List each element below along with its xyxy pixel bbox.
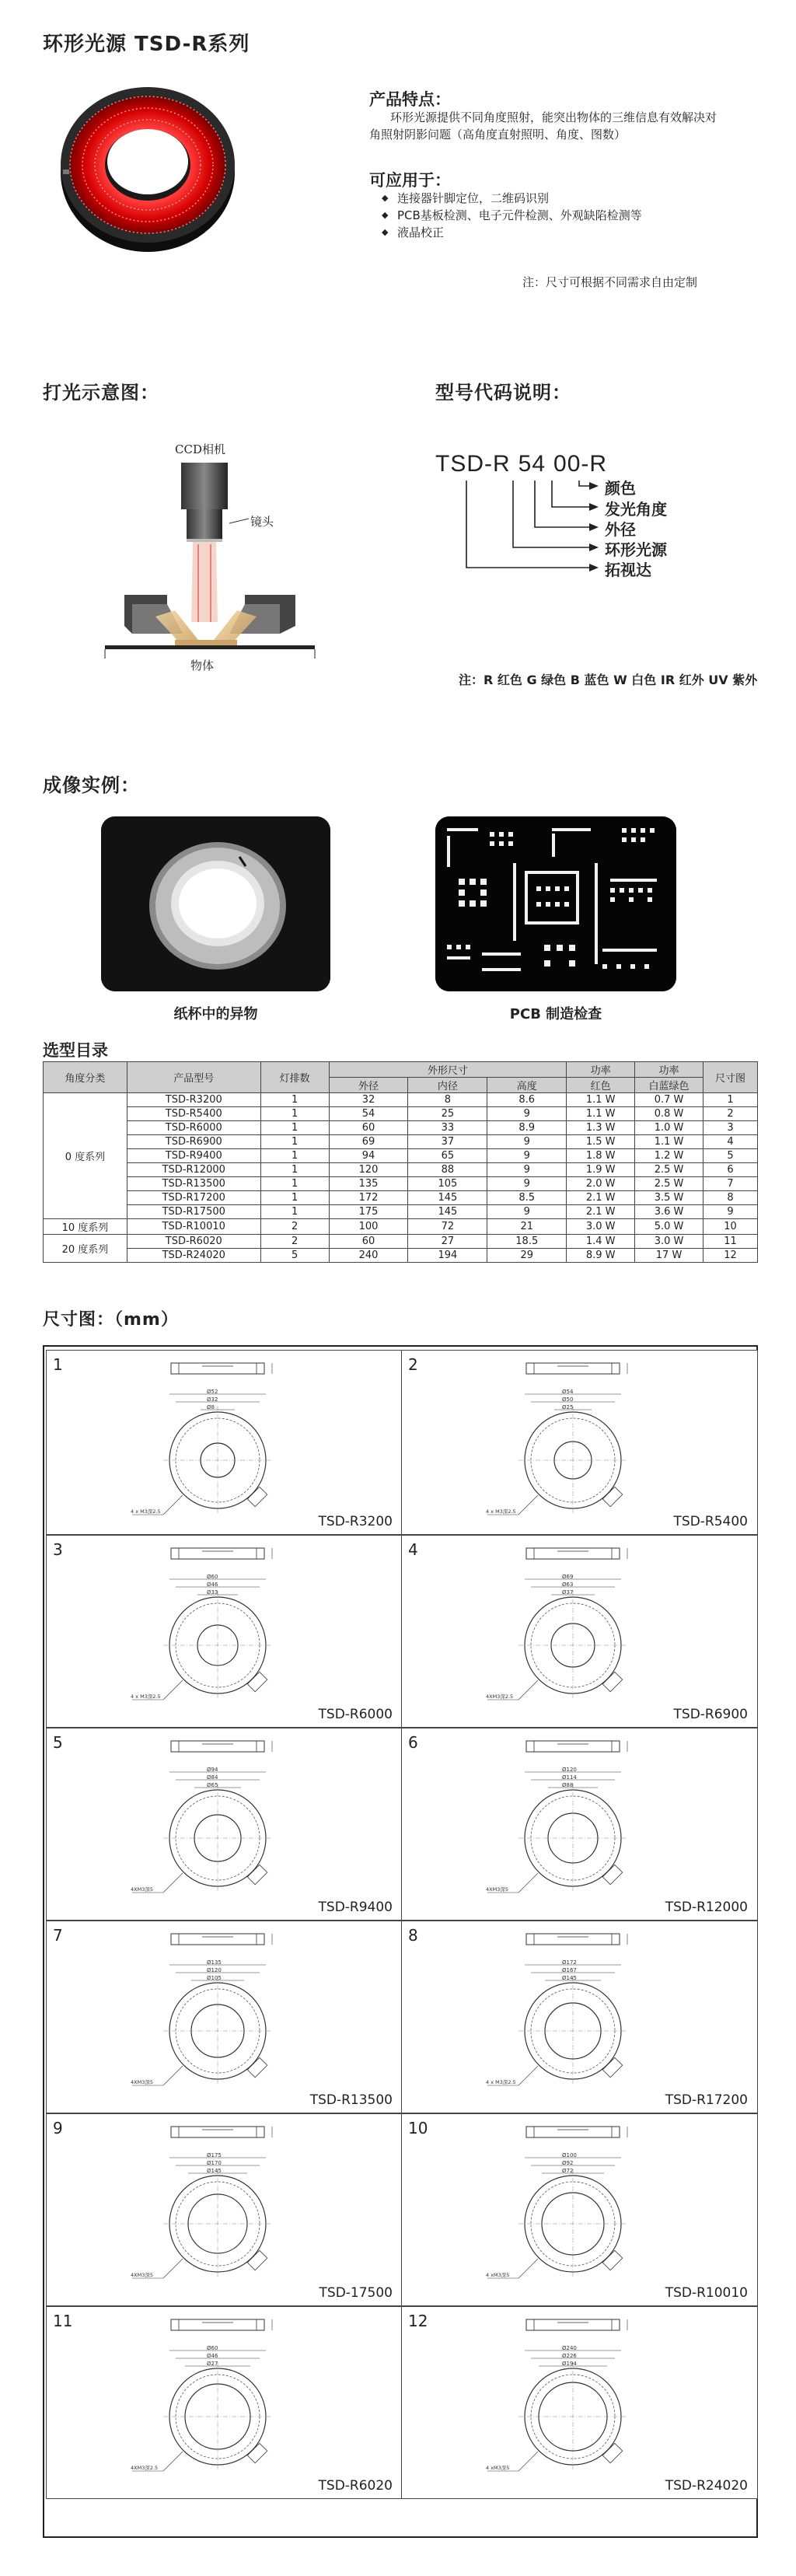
svg-text:Ø33: Ø33 — [207, 1589, 218, 1596]
svg-text:Ø114: Ø114 — [562, 1774, 577, 1781]
drawing-number: 10 — [408, 2119, 428, 2137]
table-cell: 65 — [408, 1149, 487, 1163]
ring-technical-drawing — [464, 2312, 697, 2475]
table-cell: 2.0 W — [567, 1177, 635, 1191]
table-row — [44, 1205, 758, 1219]
table-cell: 6 — [703, 1163, 757, 1177]
table-cell: 1 — [260, 1163, 329, 1177]
drawing-model-label: TSD-R6900 — [673, 1707, 748, 1722]
ccd-camera-label: CCD相机 — [175, 442, 225, 456]
table-cell: 194 — [408, 1249, 487, 1263]
svg-text:Ø46: Ø46 — [207, 1582, 218, 1588]
lighting-heading: 打光示意图： — [43, 382, 159, 404]
table-cell: 8 — [408, 1093, 487, 1107]
table-cell: 33 — [408, 1121, 487, 1135]
ring-technical-drawing — [109, 2119, 342, 2282]
svg-text:Ø105: Ø105 — [207, 1975, 222, 1981]
drawing-number: 1 — [53, 1355, 63, 1374]
table-cell: 3.6 W — [635, 1205, 703, 1219]
drawing-model-label: TSD-R6000 — [318, 1707, 393, 1722]
dimension-drawing-cell — [401, 1921, 758, 2113]
drawing-model-label: TSD-R13500 — [309, 2092, 393, 2108]
svg-text:4 xM3深5: 4 xM3深5 — [486, 2465, 510, 2471]
drawing-number: 2 — [408, 1355, 418, 1374]
col-model: 产品型号 — [127, 1062, 260, 1093]
imaging-heading: 成像实例： — [43, 774, 140, 796]
drawing-model-label: TSD-R5400 — [673, 1514, 748, 1529]
table-cell: 18.5 — [487, 1235, 567, 1249]
object-label: 物体 — [190, 659, 215, 673]
code-part-angle-color: 00-R — [553, 451, 608, 477]
lens-label: 镜头 — [250, 515, 274, 529]
svg-text:Ø120: Ø120 — [562, 1767, 577, 1773]
drawing-number: 11 — [53, 2312, 73, 2330]
svg-text:Ø60: Ø60 — [207, 2345, 218, 2351]
model-code-diagram — [435, 451, 692, 591]
table-cell: 100 — [329, 1219, 408, 1235]
drawing-number: 12 — [408, 2312, 428, 2330]
table-cell: 5 — [260, 1249, 329, 1263]
table-cell: 2.5 W — [635, 1177, 703, 1191]
svg-text:Ø52: Ø52 — [207, 1389, 218, 1395]
dimension-drawing-cell — [46, 2306, 403, 2499]
table-cell: 9 — [487, 1205, 567, 1219]
features-heading: 产品特点： — [369, 90, 451, 109]
ring-technical-drawing — [464, 1355, 697, 1519]
table-cell: 1 — [260, 1121, 329, 1135]
table-cell: TSD-R6020 — [127, 1235, 260, 1249]
svg-text:Ø32: Ø32 — [207, 1396, 218, 1403]
table-cell: 37 — [408, 1135, 487, 1149]
svg-text:Ø88: Ø88 — [562, 1782, 574, 1788]
drawing-number: 9 — [53, 2119, 63, 2137]
svg-text:Ø46: Ø46 — [207, 2353, 218, 2359]
table-cell: 1.2 W — [635, 1149, 703, 1163]
drawing-model-label: TSD-R9400 — [318, 1900, 393, 1915]
pcb-sample-image — [435, 816, 676, 991]
svg-text:Ø69: Ø69 — [562, 1574, 574, 1580]
table-cell: 60 — [329, 1121, 408, 1135]
table-cell: TSD-R10010 — [127, 1219, 260, 1235]
table-row — [44, 1177, 758, 1191]
table-cell: 9 — [487, 1107, 567, 1121]
table-cell: 8.6 — [487, 1093, 567, 1107]
table-cell: 4 — [703, 1135, 757, 1149]
table-cell: TSD-R6000 — [127, 1121, 260, 1135]
table-cell: 1 — [260, 1135, 329, 1149]
angle-group-cell: 20 度系列 — [44, 1235, 127, 1263]
dimension-drawings-grid — [43, 1345, 758, 2538]
table-cell: TSD-R12000 — [127, 1163, 260, 1177]
table-row — [44, 1219, 758, 1235]
dimension-drawing-cell — [46, 1350, 403, 1535]
col-power-wb-sub: 白蓝绿色 — [635, 1078, 703, 1093]
table-cell: 1 — [260, 1093, 329, 1107]
code-label-angle: 发光角度 — [605, 500, 667, 519]
svg-text:4 x M3深2.5: 4 x M3深2.5 — [486, 1508, 516, 1515]
dimension-drawing-cell — [401, 1535, 758, 1728]
dimension-drawing-cell — [401, 1350, 758, 1535]
paper-cup-caption: 纸杯中的异物 — [173, 1006, 258, 1022]
dimensions-heading: 尺寸图：（mm） — [43, 1310, 179, 1330]
table-cell: 1 — [260, 1205, 329, 1219]
code-part-series: TSD-R — [435, 451, 511, 477]
table-cell: 29 — [487, 1249, 567, 1263]
ring-technical-drawing — [109, 2312, 342, 2475]
table-cell: 175 — [329, 1205, 408, 1219]
ring-light-product-image — [58, 78, 237, 257]
table-cell: 21 — [487, 1219, 567, 1235]
svg-text:Ø37: Ø37 — [562, 1589, 574, 1596]
svg-text:Ø100: Ø100 — [562, 2152, 577, 2158]
table-row — [44, 1093, 758, 1107]
col-size: 外形尺寸 — [329, 1062, 567, 1078]
svg-text:4XM3深5: 4XM3深5 — [131, 2272, 153, 2278]
code-label-color: 颜色 — [605, 479, 636, 498]
table-cell: 12 — [703, 1249, 757, 1263]
table-cell: 8.9 W — [567, 1249, 635, 1263]
svg-text:Ø145: Ø145 — [562, 1975, 577, 1981]
table-cell: 2.5 W — [635, 1163, 703, 1177]
svg-text:Ø60: Ø60 — [207, 1574, 218, 1580]
dimension-drawing-cell — [46, 1728, 403, 1921]
svg-text:Ø240: Ø240 — [562, 2345, 577, 2351]
dimension-drawing-cell — [46, 2113, 403, 2306]
col-power-red-sub: 红色 — [567, 1078, 635, 1093]
table-cell: 88 — [408, 1163, 487, 1177]
table-cell: TSD-R5400 — [127, 1107, 260, 1121]
code-label-brand: 拓视达 — [605, 561, 651, 579]
application-item: ◆ PCB基板检测、电子元件检测、外观缺陷检测等 — [377, 207, 642, 224]
table-cell: 94 — [329, 1149, 408, 1163]
table-row — [44, 1149, 758, 1163]
svg-text:Ø92: Ø92 — [562, 2160, 574, 2166]
ring-technical-drawing — [109, 1540, 342, 1704]
table-row — [44, 1121, 758, 1135]
svg-text:Ø175: Ø175 — [207, 2152, 222, 2158]
table-cell: 1 — [260, 1107, 329, 1121]
drawing-number: 5 — [53, 1733, 63, 1752]
features-desc-line2: 角照射阴影问题（高角度直射照明、角度、图数） — [369, 128, 627, 142]
table-row — [44, 1107, 758, 1121]
table-cell: 54 — [329, 1107, 408, 1121]
application-item: ◆ 液晶校正 — [377, 224, 642, 241]
svg-text:Ø194: Ø194 — [562, 2361, 577, 2367]
table-cell: 5 — [703, 1149, 757, 1163]
table-cell: 32 — [329, 1093, 408, 1107]
table-cell: 9 — [487, 1163, 567, 1177]
svg-text:4XM3深5: 4XM3深5 — [131, 1886, 153, 1893]
table-cell: 1.1 W — [567, 1093, 635, 1107]
table-cell: 8.5 — [487, 1191, 567, 1205]
table-cell: 1 — [703, 1093, 757, 1107]
ring-technical-drawing — [109, 1926, 342, 2089]
drawing-model-label: TSD-R10010 — [665, 2285, 748, 2301]
svg-text:Ø170: Ø170 — [207, 2160, 222, 2166]
table-cell: 145 — [408, 1191, 487, 1205]
svg-text:4 x M3深2.5: 4 x M3深2.5 — [486, 2079, 516, 2085]
svg-text:Ø63: Ø63 — [562, 1582, 574, 1588]
paper-cup-sample-image — [101, 816, 330, 991]
col-outer: 外径 — [329, 1078, 408, 1093]
svg-text:Ø25: Ø25 — [562, 1404, 574, 1410]
drawing-model-label: TSD-17500 — [319, 2285, 393, 2301]
dimension-drawing-cell — [46, 1535, 403, 1728]
table-cell: TSD-R13500 — [127, 1177, 260, 1191]
dimension-drawing-cell — [401, 2113, 758, 2306]
table-cell: 8.9 — [487, 1121, 567, 1135]
application-item: ◆ 连接器针脚定位，二维码识别 — [377, 190, 642, 207]
col-drawing: 尺寸图 — [703, 1062, 757, 1093]
dimension-drawing-cell — [401, 2306, 758, 2499]
ring-technical-drawing — [464, 1733, 697, 1896]
svg-text:4XM3深2.5: 4XM3深2.5 — [131, 2465, 159, 2471]
col-power-red: 功率 — [567, 1062, 635, 1078]
table-cell: 60 — [329, 1235, 408, 1249]
drawing-number: 6 — [408, 1733, 418, 1752]
ring-technical-drawing — [109, 1733, 342, 1896]
table-cell: 105 — [408, 1177, 487, 1191]
table-cell: 9 — [487, 1149, 567, 1163]
drawing-number: 3 — [53, 1540, 63, 1559]
catalog-table — [43, 1061, 758, 1263]
table-cell: 1.5 W — [567, 1135, 635, 1149]
svg-text:4 x M3深2.5: 4 x M3深2.5 — [131, 1693, 161, 1700]
code-part-diameter: 54 — [518, 451, 546, 477]
table-cell: 1.4 W — [567, 1235, 635, 1249]
table-cell: 11 — [703, 1235, 757, 1249]
table-cell: TSD-R17500 — [127, 1205, 260, 1219]
angle-group-cell: 0 度系列 — [44, 1093, 127, 1219]
table-cell: 69 — [329, 1135, 408, 1149]
table-cell: 1.8 W — [567, 1149, 635, 1163]
table-cell: TSD-R3200 — [127, 1093, 260, 1107]
table-cell: 240 — [329, 1249, 408, 1263]
applications-heading: 可应用于： — [369, 171, 451, 190]
svg-text:4 xM3深5: 4 xM3深5 — [486, 2272, 510, 2278]
table-cell: 8 — [703, 1191, 757, 1205]
table-cell: 5.0 W — [635, 1219, 703, 1235]
dimension-drawing-cell — [401, 1728, 758, 1921]
drawing-number: 8 — [408, 1926, 418, 1945]
table-row — [44, 1135, 758, 1149]
table-cell: 1.1 W — [567, 1107, 635, 1121]
table-cell: 25 — [408, 1107, 487, 1121]
table-cell: 1 — [260, 1177, 329, 1191]
table-cell: TSD-R6900 — [127, 1135, 260, 1149]
svg-text:Ø50: Ø50 — [562, 1396, 574, 1403]
svg-text:4XM3深5: 4XM3深5 — [486, 1886, 508, 1893]
drawing-model-label: TSD-R12000 — [665, 1900, 748, 1915]
table-cell: 172 — [329, 1191, 408, 1205]
color-code-note: 注：R 红色 G 绿色 B 蓝色 W 白色 IR 红外 UV 紫外 — [459, 673, 758, 687]
table-cell: 0.8 W — [635, 1107, 703, 1121]
table-cell: 145 — [408, 1205, 487, 1219]
table-cell: 9 — [487, 1135, 567, 1149]
svg-text:Ø8: Ø8 — [207, 1404, 215, 1410]
code-label-ring-light: 环形光源 — [605, 540, 667, 559]
drawing-number: 7 — [53, 1926, 63, 1945]
table-cell: 9 — [487, 1177, 567, 1191]
svg-text:Ø145: Ø145 — [207, 2168, 222, 2174]
svg-text:Ø54: Ø54 — [562, 1389, 574, 1395]
drawing-number: 4 — [408, 1540, 418, 1559]
dimension-drawing-cell — [46, 1921, 403, 2113]
table-row — [44, 1249, 758, 1263]
table-cell: 120 — [329, 1163, 408, 1177]
table-cell: 72 — [408, 1219, 487, 1235]
drawing-model-label: TSD-R24020 — [665, 2478, 748, 2494]
table-cell: 2.1 W — [567, 1191, 635, 1205]
table-cell: 1.0 W — [635, 1121, 703, 1135]
ring-technical-drawing — [464, 1926, 697, 2089]
table-cell: 2 — [260, 1235, 329, 1249]
table-cell: 3 — [703, 1121, 757, 1135]
table-cell: 135 — [329, 1177, 408, 1191]
table-row — [44, 1163, 758, 1177]
svg-text:Ø135: Ø135 — [207, 1959, 222, 1966]
ring-technical-drawing — [109, 1355, 342, 1519]
svg-text:4 x M3深2.5: 4 x M3深2.5 — [131, 1508, 161, 1515]
col-rows: 灯排数 — [260, 1062, 329, 1093]
drawing-model-label: TSD-R3200 — [318, 1514, 393, 1529]
table-cell: 1 — [260, 1149, 329, 1163]
table-row — [44, 1191, 758, 1205]
svg-text:Ø120: Ø120 — [207, 1967, 222, 1973]
svg-text:Ø94: Ø94 — [207, 1767, 218, 1773]
applications-list — [377, 190, 642, 241]
angle-group-cell: 10 度系列 — [44, 1219, 127, 1235]
lighting-diagram — [101, 432, 319, 688]
svg-text:Ø172: Ø172 — [562, 1959, 577, 1966]
col-inner: 内径 — [408, 1078, 487, 1093]
table-cell: 7 — [703, 1177, 757, 1191]
table-cell: 3.5 W — [635, 1191, 703, 1205]
table-cell: 0.7 W — [635, 1093, 703, 1107]
svg-text:4XM3深2.5: 4XM3深2.5 — [486, 1693, 514, 1700]
custom-size-note: 注：尺寸可根据不同需求自由定制 — [522, 275, 698, 289]
model-code-heading: 型号代码说明： — [435, 382, 571, 404]
table-cell: 1.9 W — [567, 1163, 635, 1177]
catalog-heading: 选型目录 — [43, 1041, 108, 1060]
table-cell: 3.0 W — [567, 1219, 635, 1235]
table-cell: 1.3 W — [567, 1121, 635, 1135]
col-angle: 角度分类 — [44, 1062, 127, 1093]
table-cell: 10 — [703, 1219, 757, 1235]
drawing-model-label: TSD-R17200 — [665, 2092, 748, 2108]
svg-text:Ø72: Ø72 — [562, 2168, 574, 2174]
page-title: 环形光源 TSD-R系列 — [43, 33, 250, 56]
table-cell: TSD-R17200 — [127, 1191, 260, 1205]
svg-text:4XM3深5: 4XM3深5 — [131, 2079, 153, 2085]
svg-text:Ø167: Ø167 — [562, 1967, 577, 1973]
table-cell: 3.0 W — [635, 1235, 703, 1249]
table-cell: 17 W — [635, 1249, 703, 1263]
ring-technical-drawing — [464, 2119, 697, 2282]
features-desc-line1: 环形光源提供不同角度照射，能突出物体的三维信息有效解决对 — [390, 110, 717, 124]
col-power-wb: 功率 — [635, 1062, 703, 1078]
code-label-diameter: 外径 — [605, 520, 636, 539]
table-row — [44, 1235, 758, 1249]
svg-text:Ø65: Ø65 — [207, 1782, 218, 1788]
svg-text:Ø84: Ø84 — [207, 1774, 218, 1781]
table-cell: 2.1 W — [567, 1205, 635, 1219]
table-cell: TSD-R24020 — [127, 1249, 260, 1263]
table-cell: 27 — [408, 1235, 487, 1249]
svg-text:Ø226: Ø226 — [562, 2353, 577, 2359]
ring-technical-drawing — [464, 1540, 697, 1704]
table-cell: 1.1 W — [635, 1135, 703, 1149]
col-height: 高度 — [487, 1078, 567, 1093]
pcb-caption: PCB 制造检查 — [509, 1006, 602, 1022]
table-cell: 1 — [260, 1191, 329, 1205]
drawing-model-label: TSD-R6020 — [318, 2478, 393, 2494]
table-cell: 2 — [260, 1219, 329, 1235]
table-cell: 2 — [703, 1107, 757, 1121]
table-cell: TSD-R9400 — [127, 1149, 260, 1163]
table-cell: 9 — [703, 1205, 757, 1219]
svg-text:Ø27: Ø27 — [207, 2361, 218, 2367]
